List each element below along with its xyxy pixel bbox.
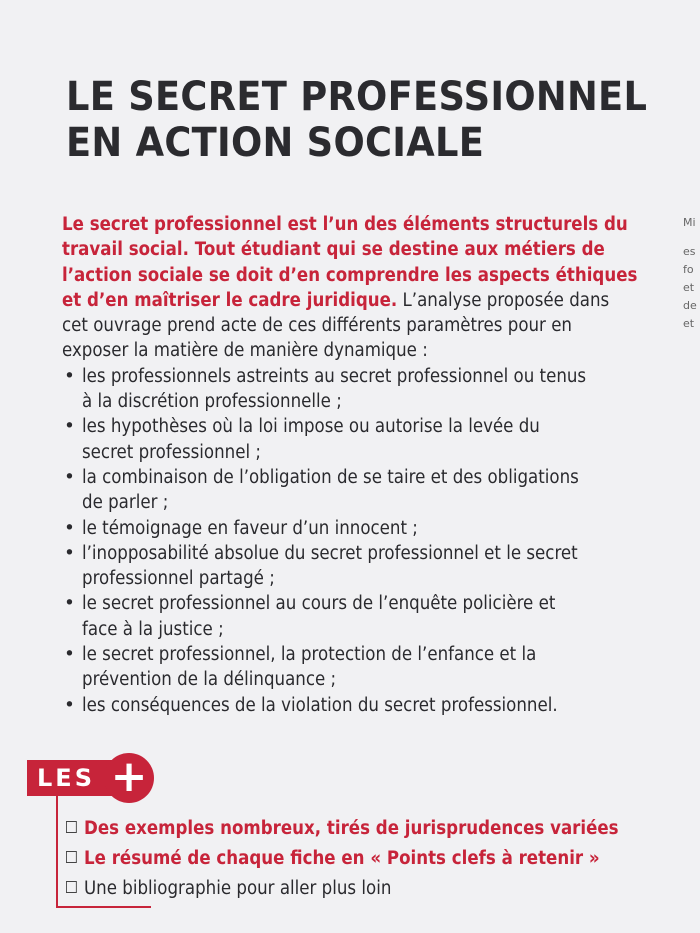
- checkbox-icon: [66, 821, 77, 833]
- bullet-item: [62, 541, 700, 592]
- divider: [56, 906, 151, 908]
- intro-line: l’action sociale se doit d’en comprendre les aspects éthiques: [62, 264, 638, 286]
- bullet-line: prévention de la délinquance ;: [82, 669, 337, 691]
- margin-text: et: [683, 281, 695, 294]
- bullet-line: les conséquences de la violation du secret professionnel.: [82, 694, 558, 716]
- bullet-item: [62, 516, 700, 541]
- bullet-item: [62, 693, 700, 718]
- intro-line: Le secret professionnel est l’un des éléments structurels du: [62, 214, 628, 235]
- description: [62, 212, 700, 718]
- bullet-item: [62, 414, 700, 465]
- bullet-item: [62, 465, 700, 516]
- margin-text: de: [683, 299, 697, 312]
- title-line-1: LE SECRET PROFESSIONNEL: [66, 74, 648, 120]
- bullet-line: les hypothèses où la loi impose ou autorise la levée du: [82, 416, 540, 438]
- bullet-item: [62, 364, 700, 415]
- bullet-icon: •: [64, 517, 75, 539]
- intro-line: exposer la matière de manière dynamique :: [62, 340, 428, 362]
- list-item: Une bibliographie pour aller plus loin: [66, 874, 619, 904]
- bullet-line: de parler ;: [82, 492, 169, 514]
- intro-line: et d’en maîtriser le cadre juridique.: [62, 289, 398, 311]
- intro-tail: L’analyse proposée dans: [397, 289, 610, 311]
- page-title: [66, 74, 647, 166]
- bullet-line: le secret professionnel, la protection de l’enfance et la: [82, 644, 537, 666]
- bullet-list: [62, 364, 700, 718]
- title-line-2: EN ACTION SOCIALE: [66, 120, 485, 166]
- bullet-line: l’inopposabilité absolue du secret professionnel et le secret: [82, 542, 578, 564]
- bullet-line: professionnel partagé ;: [82, 568, 275, 590]
- bullet-icon: •: [64, 466, 75, 488]
- bullet-line: secret professionnel ;: [82, 441, 262, 463]
- plus-icon: +: [104, 753, 154, 803]
- bullet-line: face à la justice ;: [82, 618, 224, 640]
- checkbox-icon: [66, 881, 77, 893]
- bullet-line: les professionnels astreints au secret professionnel ou tenus: [82, 365, 587, 387]
- margin-text: Mi: [683, 216, 696, 229]
- list-item: Des exemples nombreux, tirés de jurisprudences variées: [66, 814, 619, 844]
- bullet-line: la combinaison de l’obligation de se taire et des obligations: [82, 466, 579, 488]
- intro-line: travail social. Tout étudiant qui se destine aux métiers de: [62, 239, 605, 261]
- intro-line: cet ouvrage prend acte de ces différents paramètres pour en: [62, 315, 572, 337]
- divider: [56, 796, 58, 908]
- bullet-item: [62, 642, 700, 693]
- bullet-icon: •: [64, 593, 75, 615]
- bullet-line: à la discrétion professionnelle ;: [82, 391, 342, 413]
- margin-text: fo: [683, 263, 694, 276]
- bullet-line: le témoignage en faveur d’un innocent ;: [82, 517, 418, 539]
- checkbox-icon: [66, 851, 77, 863]
- bullet-line: le secret professionnel au cours de l’enquête policière et: [82, 593, 556, 615]
- bullet-icon: •: [64, 365, 75, 387]
- les-plus-label: LES: [27, 760, 112, 796]
- margin-text: et: [683, 317, 695, 330]
- les-plus-list: [66, 814, 680, 904]
- bullet-item: [62, 591, 700, 642]
- margin-text: es: [683, 245, 696, 258]
- bullet-icon: •: [64, 416, 75, 438]
- bullet-icon: •: [64, 644, 75, 666]
- list-item: Le résumé de chaque fiche en « Points clefs à retenir »: [66, 844, 619, 874]
- bullet-icon: •: [64, 694, 75, 716]
- bullet-icon: •: [64, 542, 75, 564]
